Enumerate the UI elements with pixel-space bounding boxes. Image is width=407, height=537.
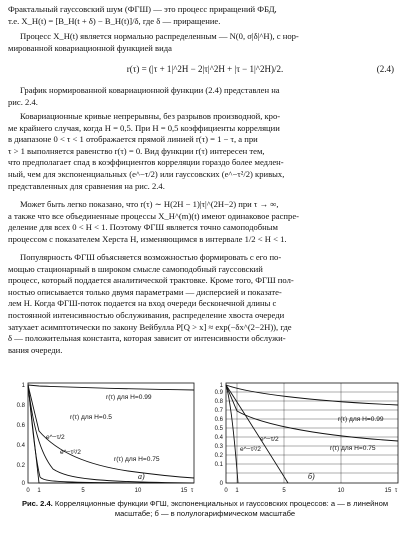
curve-h-0-99 <box>28 385 194 390</box>
paragraph-normal-distribution <box>8 31 402 54</box>
figure-caption <box>8 499 402 519</box>
text-line: мированной ковариационной функцией вида <box>8 42 172 53</box>
text-line: деление для всех 0 < H < 1. Поэтому ФГШ является точно самоподобным <box>8 222 278 233</box>
paragraph-fgn-definition <box>8 4 402 27</box>
y-tick: 0.4 <box>214 435 223 441</box>
text-line: рис. 2.4. <box>8 96 38 107</box>
equation-2-4 <box>8 63 402 77</box>
y-tick: 0 <box>219 481 223 487</box>
panel-b-grid <box>226 383 398 483</box>
text-line: т.е. X_H(t) = [B_H(t + δ) − B_H(t)]/δ, где δ — приращение. <box>8 15 221 26</box>
label-exp: e^−τ/2 <box>260 436 279 443</box>
text-line: График нормированной ковариационной функции (2.4) представлен на <box>20 85 280 95</box>
y-tick: 0.8 <box>214 399 223 405</box>
paragraph-asymptotic <box>8 199 402 245</box>
y-tick: 0.1 <box>214 462 223 468</box>
text-line: процессом с показателем Херста H, изменяющимся в интервале 1/2 < H < 1. <box>8 233 287 244</box>
x-tick: 10 <box>134 488 142 494</box>
text-line: представленных для сравнения на рис. 2.4. <box>8 180 165 191</box>
text-line: постоянной интенсивностью обслуживания, распределение хвоста очереди <box>8 309 285 320</box>
text-line: δ — положительная константа, которая зависит от интенсивности обслужи- <box>8 333 286 344</box>
text-line: ный, чем для экспоненциальных (e^−τ/2) или гауссовских (e^−τ²/2) кривых, <box>8 168 285 179</box>
y-tick: 1 <box>219 383 223 389</box>
x-tick: τ <box>394 488 398 494</box>
panel-a <box>17 383 194 494</box>
text-line: а также что все объединенные процессы X_H^(m)(t) имеют одинаковое распре- <box>8 210 299 221</box>
x-tick: 15 <box>180 488 188 494</box>
y-tick: 0.2 <box>16 463 25 469</box>
label-gauss: e^−τ²/2 <box>60 449 81 456</box>
label-h-0-75: r(τ) для H=0.75 <box>330 445 376 452</box>
panel-b-frame <box>226 383 398 483</box>
text-line: Процесс X_H(t) является нормально распределенным — N(0, σ|δ|^H), с нор- <box>20 31 299 41</box>
equation-number: (2.4) <box>376 64 394 74</box>
y-tick: 0.8 <box>16 403 25 409</box>
text-line: τ > 1 выполняется равенство r(τ) = 0. Вид функции r(τ) интересен тем, <box>8 145 265 156</box>
x-tick: 0 <box>224 488 228 494</box>
x-tick: 15 <box>384 488 392 494</box>
panel-b-label: б) <box>308 472 315 481</box>
text-line: затухает асимптотически по закону Вейбулла P[Q > x] ≈ exp(−δx^(2−2H)), где <box>8 321 292 332</box>
paragraph-popularity <box>8 252 402 356</box>
y-tick: 0.6 <box>214 417 223 423</box>
label-h-0-75: r(τ) для H=0.75 <box>114 456 160 463</box>
y-tick: 0.3 <box>214 444 223 450</box>
y-tick: 0.9 <box>214 390 223 396</box>
y-tick: 1 <box>21 383 25 389</box>
x-tick: 10 <box>337 488 345 494</box>
text-line: Ковариационные кривые непрерывны, без разрывов производной, кро- <box>20 111 281 121</box>
curve-h-0-99 <box>226 385 398 405</box>
x-tick: τ <box>190 488 194 494</box>
paragraph-graph-reference <box>8 85 402 108</box>
y-tick: 0.7 <box>214 408 223 414</box>
x-tick: 0 <box>26 488 30 494</box>
label-h-0-99: r(τ) для H=0.99 <box>106 394 152 401</box>
panel-b <box>215 383 398 494</box>
label-exp: e^−τ/2 <box>46 434 65 441</box>
y-tick: 0 <box>21 481 25 487</box>
x-tick: 1 <box>37 488 41 494</box>
panel-a-label: а) <box>138 472 145 481</box>
paragraph-covariance-curves <box>8 111 402 192</box>
text-line: ме крайнего случая, когда H = 0,5. При H = 0,5 коэффициенты корреляции <box>8 122 280 133</box>
text-line: вания очереди. <box>8 344 63 355</box>
text-line: Фрактальный гауссовский шум (ФГШ) — это процесс приращений ФБД, <box>8 4 277 14</box>
equation-formula: r(τ) = (|τ + 1|^2H − 2|τ|^2H + |τ − 1|^2H)/2. <box>126 64 284 74</box>
text-line: ностью описывается только двумя параметрами — дисперсией и показате- <box>8 286 282 297</box>
caption-label: Рис. 2.4. <box>21 499 53 508</box>
label-h-0-5: r(τ) для H=0.5 <box>70 414 112 421</box>
x-tick: 5 <box>81 488 85 494</box>
figure-2-4 <box>8 381 402 497</box>
y-tick: 0.2 <box>214 453 223 459</box>
curve-h-0-75 <box>226 385 398 441</box>
label-gauss: e^−τ²/2 <box>240 446 261 453</box>
text-line: Может быть легко показано, что r(τ) ∼ H(2H − 1)|τ|^(2H−2) при τ → ∞, <box>20 199 279 209</box>
text-line: мощью стационарный в широком смысле самоподобный гауссовский <box>8 263 263 274</box>
curve-exp <box>226 385 288 483</box>
x-tick: 1 <box>235 488 239 494</box>
text-line: что предполагает спад в коэффициентов корреляции гораздо более медлен- <box>8 157 284 168</box>
text-line: в диапазоне 0 < τ < 1 отображается прямой линией r(τ) = 1 − τ, а при <box>8 134 258 145</box>
y-tick: 0.5 <box>214 426 223 432</box>
y-tick: 0.4 <box>16 443 25 449</box>
caption-text: Корреляционные функции ФГШ, экспоненциальных и гауссовских процессов: а — в линейном масштабе; б — в полулогарифмическом масштабе <box>54 499 389 518</box>
x-tick: 5 <box>282 488 286 494</box>
label-h-0-99: r(τ) для H=0.99 <box>338 416 384 423</box>
text-line: лем H. Когда ФГШ-поток подается на вход очереди бесконечной длины с <box>8 298 277 309</box>
text-line: процесс, который поддается аналитической трактовке. Кроме того, ФГШ пол- <box>8 275 294 286</box>
text-line: Популярность ФГШ объясняется возможностью формировать с его по- <box>20 252 282 262</box>
y-tick: 0.6 <box>16 423 25 429</box>
